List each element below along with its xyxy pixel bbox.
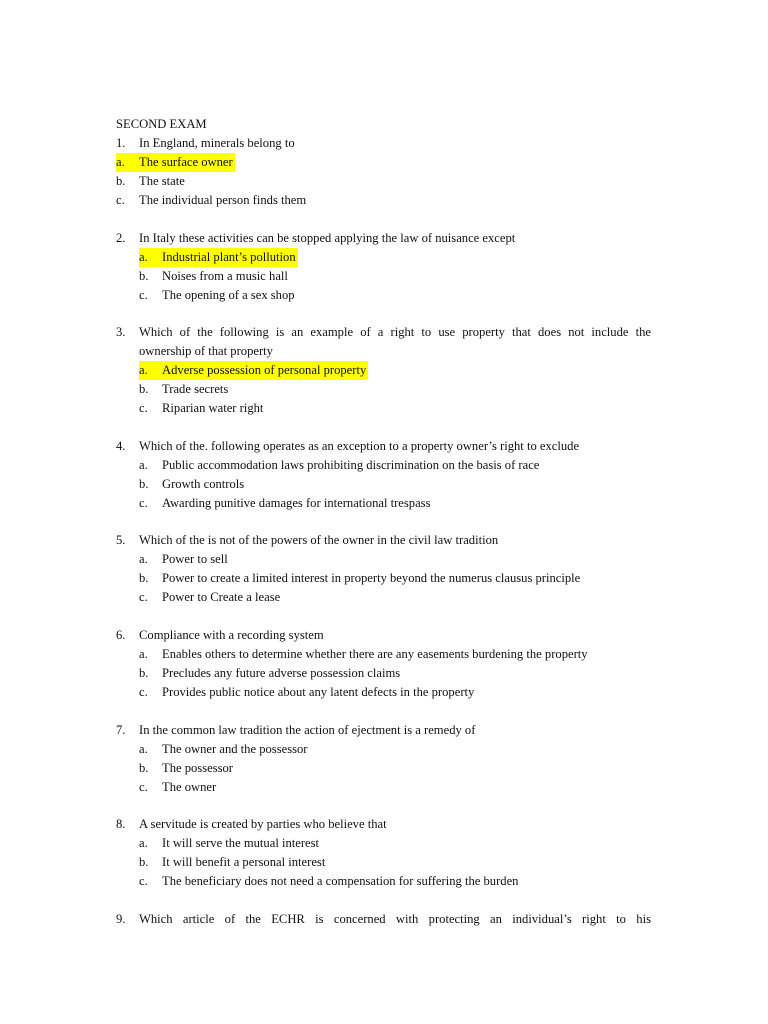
question-text-continued: ownership of that property [139,344,273,359]
option-a: a. It will serve the mutual interest [139,836,320,851]
option-a: a. Power to sell [139,552,228,567]
question-3 [116,323,651,418]
option-a [116,153,651,172]
option-b: b. Precludes any future adverse possession claims [139,665,401,680]
option-a [116,248,651,267]
option-c: c. The owner [139,779,217,794]
question-2 [116,229,651,305]
question-6 [116,626,651,702]
option-a: a. The owner and the possessor [139,741,308,756]
option-c: c. The individual person finds them [116,193,307,207]
option-c: c. Awarding punitive damages for international trespass [139,495,431,510]
question-text: Which article of the ECHR is concerned with protecting an individual’s right to his [139,911,651,926]
option-b: b. Noises from a music hall [139,268,288,283]
question-9 [116,910,651,929]
question-5 [116,531,651,607]
question-text: A servitude is created by parties who believe that [139,817,387,832]
option-b: b. Trade secrets [139,382,229,397]
option-c: c. The beneficiary does not need a compensation for suffering the burden [139,874,519,889]
question-number: 4. [116,438,126,453]
option-a [116,361,651,380]
option-a: a. Public accommodation laws prohibiting discrimination on the basis of race [139,457,540,472]
question-text: In Italy these activities can be stopped applying the law of nuisance except [139,230,516,245]
exam-title: SECOND EXAM [116,117,207,131]
option-b: b. Growth controls [139,476,245,491]
question-text: Compliance with a recording system [139,627,324,642]
question-text: Which of the. following operates as an exception to a property owner’s right to exclude [139,438,580,453]
question-text: In England, minerals belong to [139,136,295,150]
question-number: 3. [116,325,126,340]
question-number: 5. [116,533,126,548]
question-number: 8. [116,817,126,832]
question-number: 2. [116,230,126,245]
option-b: b. It will benefit a personal interest [139,855,326,870]
option-c: c. Power to Create a lease [139,590,281,605]
question-1 [116,134,651,210]
option-c: c. Riparian water right [139,401,264,416]
question-text: Which of the following is an example of a right to use property that does not include the [139,325,651,340]
question-number: 1. [116,136,126,150]
option-a: a. Enables others to determine whether there are any easements burdening the property [139,646,588,661]
option-b: b. The state [116,174,185,188]
question-7 [116,721,651,797]
question-number: 7. [116,722,126,737]
highlighted-answer: a. Adverse possession of personal property [139,361,368,380]
exam-content [116,115,651,947]
question-4 [116,437,651,513]
option-c: c. Provides public notice about any latent defects in the property [139,684,475,699]
highlighted-answer: a. Industrial plant’s pollution [139,248,298,267]
question-number: 9. [116,911,126,926]
question-number: 6. [116,627,126,642]
question-text: Which of the is not of the powers of the owner in the civil law tradition [139,533,499,548]
option-b: b. Power to create a limited interest in property beyond the numerus clausus principle [139,571,581,586]
question-text: In the common law tradition the action of ejectment is a remedy of [139,722,476,737]
option-b: b. The possessor [139,760,234,775]
question-8 [116,815,651,891]
highlighted-answer: a. The surface owner [116,153,235,172]
option-c: c. The opening of a sex shop [139,287,295,302]
